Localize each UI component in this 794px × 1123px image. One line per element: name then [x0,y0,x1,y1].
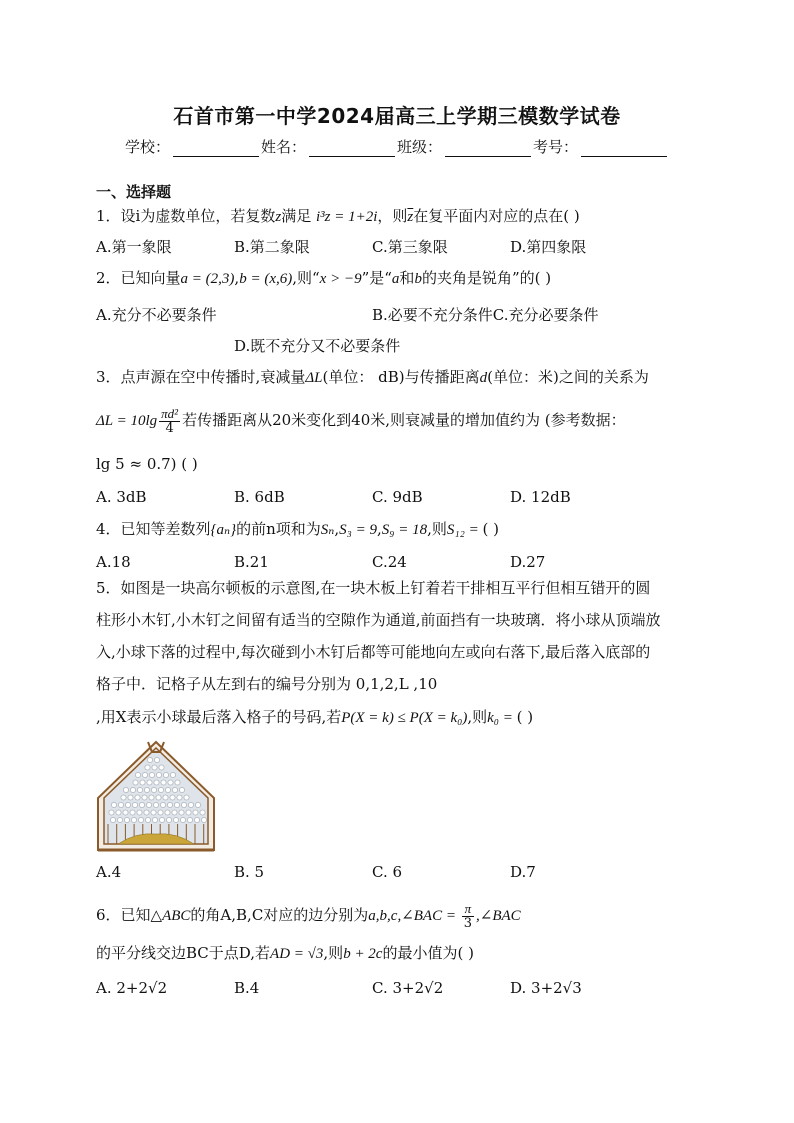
q1-option-a[interactable]: A.第一象限 [96,238,172,256]
question-5-line-2: 柱形小木钉,小木钉之间留有适当的空隙作为通道,前面挡有一块玻璃．将小球从顶端放 [96,611,661,629]
peg [158,787,163,792]
question-5-line-1: 5．如图是一块高尔顿板的示意图,在一块木板上钉着若干排相互平行但相互错开的圆 [96,579,651,597]
number-field: 考号： [533,136,669,157]
student-info-row [0,136,794,157]
peg [154,757,159,762]
angle-fraction: $\frac{\pi}{3}$ [463,900,473,931]
peg [145,765,150,770]
q1-option-d[interactable]: D.第四象限 [510,238,587,256]
peg [144,787,149,792]
peg [132,802,137,807]
peg [175,780,180,785]
peg [133,780,138,785]
peg [160,802,165,807]
q4-option-d[interactable]: D.27 [510,553,546,571]
class-blank[interactable] [445,140,531,157]
peg [146,802,151,807]
school-field: 学校： [125,136,261,157]
peg [144,810,149,815]
peg [135,772,140,777]
peg [174,802,179,807]
peg [179,787,184,792]
q5-option-a[interactable]: A.4 [96,863,122,881]
class-field: 班级： [397,136,533,157]
question-5-line-3: 入,小球下落的过程中,每次碰到小木钉后都等可能地向左或向右落下,最后落入底部的 [96,643,651,661]
peg [184,795,189,800]
peg [188,802,193,807]
peg [116,810,121,815]
q2-option-d[interactable]: D.既不充分又不必要条件 [234,337,401,355]
q1-option-c[interactable]: C.第三象限 [372,238,448,256]
peg [165,810,170,815]
peg [173,817,178,822]
question-2: 2．已知向量a = (2,3),b = (x,6),则“x > −9”是“a和b的夹角是锐角”的( ) [96,269,552,287]
peg [194,817,199,822]
peg [163,772,168,777]
peg [186,810,191,815]
q6-option-a[interactable]: A. 2+2√2 [96,979,168,997]
peg [159,765,164,770]
q2-option-a[interactable]: A.充分不必要条件 [96,306,217,324]
peg [156,795,161,800]
peg [154,780,159,785]
peg [153,802,158,807]
school-blank[interactable] [173,140,259,157]
q3-option-c[interactable]: C. 9dB [372,488,423,506]
question-1: 1．设i为虚数单位，若复数z满足 i³z = 1+2i，则$\overline{z}$在复平面内对应的点在( ) [96,207,580,225]
page-title: 石首市第一中学2024届高三上学期三模数学试卷 [173,104,621,128]
q4-option-b[interactable]: B.21 [234,553,269,571]
peg [180,817,185,822]
question-4: 4．已知等差数列{aₙ}的前n项和为Sₙ,S₃ = 9,S₉ = 18,则S₁₂ = ( ) [96,520,499,538]
q1-option-b[interactable]: B.第二象限 [234,238,310,256]
question-5-line-4: 格子中．记格子从左到右的编号分别为 0,1,2,L ,10 [96,675,438,693]
number-blank[interactable] [581,140,667,157]
peg [172,787,177,792]
peg [130,787,135,792]
peg [140,780,145,785]
question-3-line-1: 3．点声源在空中传播时,衰减量ΔL(单位： dB)与传播距离d(单位：米)之间的关系为 [96,368,649,386]
peg [110,817,115,822]
q2-option-bc[interactable]: B.必要不充分条件C.充分必要条件 [372,306,599,324]
galton-board-figure [96,740,216,852]
q5-option-b[interactable]: B. 5 [234,863,265,881]
peg [135,795,140,800]
peg [128,795,133,800]
peg [177,795,182,800]
peg [125,802,130,807]
peg [201,817,206,822]
peg [161,780,166,785]
peg [159,817,164,822]
peg [121,795,126,800]
peg [138,817,143,822]
question-3-line-3: lg 5 ≈ 0.7) ( ) [96,455,198,473]
peg [181,802,186,807]
peg [165,787,170,792]
peg [142,772,147,777]
peg [195,802,200,807]
q5-option-c[interactable]: C. 6 [372,863,403,881]
formula-fraction: $\frac{\text{πd²}}{4}$ [161,405,179,436]
peg [179,810,184,815]
peg [193,810,198,815]
peg [172,810,177,815]
peg [109,810,114,815]
q3-option-a[interactable]: A. 3dB [96,488,147,506]
q6-option-c[interactable]: C. 3+2√2 [372,979,444,997]
peg [123,787,128,792]
peg [187,817,192,822]
peg [170,795,175,800]
peg [130,810,135,815]
peg [151,787,156,792]
question-5-line-5: ,用X表示小球最后落入格子的号码,若P(X = k) ≤ P(X = k₀),则k₀ = ( ) [96,708,534,726]
q3-option-d[interactable]: D. 12dB [510,488,571,506]
name-blank[interactable] [309,140,395,157]
q6-option-d[interactable]: D. 3+2√3 [510,979,582,997]
peg [139,802,144,807]
name-field: 姓名： [261,136,397,157]
peg [147,780,152,785]
peg [149,772,154,777]
q4-option-a[interactable]: A.18 [96,553,131,571]
peg [166,817,171,822]
peg [142,795,147,800]
peg [170,772,175,777]
peg [147,757,152,762]
peg [167,802,172,807]
q6-option-b[interactable]: B.4 [234,979,260,997]
question-6-line-1: 6．已知△ABC的角A,B,C对应的边分别为a,b,c,∠BAC = $\frac{\pi}{3}$ ,∠BAC [96,900,521,931]
peg [118,802,123,807]
question-6-line-2: 的平分线交边BC于点D,若AD = √3,则b + 2c的最小值为( ) [96,944,474,962]
peg [117,817,122,822]
peg [137,810,142,815]
peg [123,810,128,815]
peg [158,810,163,815]
peg [152,765,157,770]
peg [168,780,173,785]
peg [163,795,168,800]
peg [151,810,156,815]
peg [152,817,157,822]
question-3-line-2: ΔL = 10lg $\frac{\text{πd²}}{4}$ 若传播距离从20米变化到40米,则衰减量的增加值约为 (参考数据： [96,405,626,436]
peg [149,795,154,800]
peg [131,817,136,822]
q4-option-c[interactable]: C.24 [372,553,407,571]
peg [200,810,205,815]
q3-option-b[interactable]: B. 6dB [234,488,285,506]
q5-option-d[interactable]: D.7 [510,863,536,881]
peg [124,817,129,822]
peg [137,787,142,792]
peg [145,817,150,822]
peg [156,772,161,777]
section-heading: 一、选择题 [96,183,172,201]
peg [111,802,116,807]
